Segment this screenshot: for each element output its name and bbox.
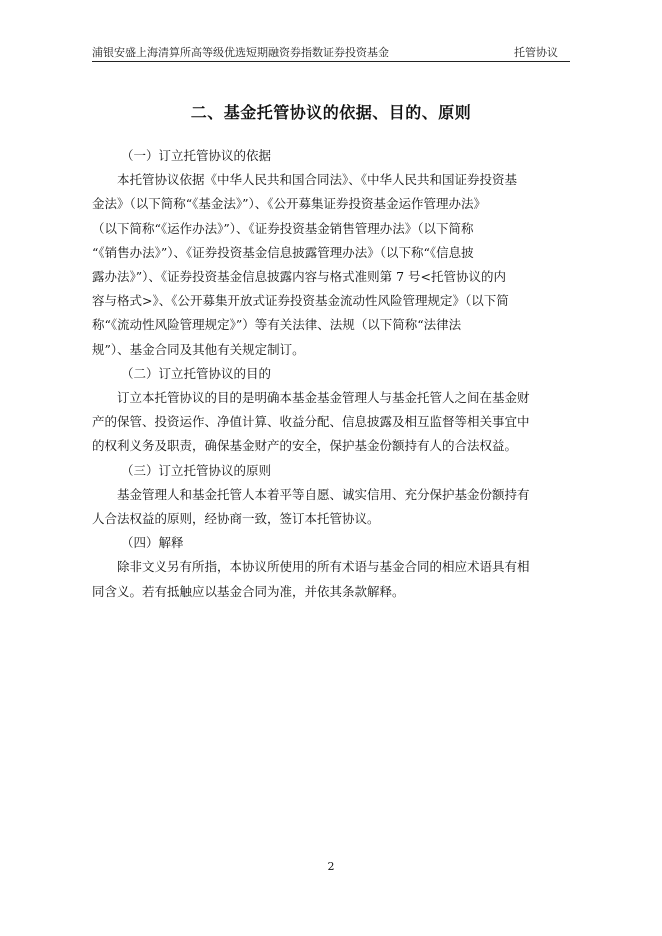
- body-line: 产的保管、投资运作、净值计算、收益分配、信息披露及相互监督等相关事宜中: [92, 414, 530, 430]
- body-line: 的权利义务及职责，确保基金财产的安全，保护基金份额持有人的合法权益。: [92, 438, 518, 454]
- subsection-heading-purpose: （二）订立托管协议的目的: [121, 365, 272, 381]
- body-line: 本托管协议依据《中华人民共和国合同法》、《中华人民共和国证券投资基: [117, 172, 518, 188]
- subsection-heading-interpretation: （四）解释: [121, 535, 184, 551]
- body-line: 金法》（以下简称“《基金法》”）、《公开募集证券投资基金运作管理办法》: [92, 196, 487, 212]
- body-line: 规”）、基金合同及其他有关规定制订。: [92, 341, 305, 357]
- body-line: （以下简称“《运作办法》”）、《证券投资基金销售管理办法》（以下简称: [92, 220, 474, 236]
- body-line: 基金管理人和基金托管人本着平等自愿、诚实信用、充分保护基金份额持有: [117, 486, 530, 502]
- body-line: “《销售办法》”）、《证券投资基金信息披露管理办法》（以下称“《信息披: [92, 244, 474, 260]
- body-line: 同含义。若有抵触应以基金合同为准，并依其条款解释。: [92, 583, 405, 599]
- header-fund-name: 浦银安盛上海清算所高等级优选短期融资券指数证券投资基金: [92, 46, 389, 59]
- body-line: 容与格式>》、《公开募集开放式证券投资基金流动性风险管理规定》（以下简: [92, 293, 509, 309]
- body-line: 人合法权益的原则，经协商一致，签订本托管协议。: [92, 511, 380, 527]
- body-line: 称“《流动性风险管理规定》”）等有关法律、法规（以下简称“法律法: [92, 317, 462, 333]
- body-line: 露办法》”）、《证券投资基金信息披露内容与格式准则第 7 号<托管协议的内: [92, 269, 507, 285]
- section-title: 二、基金托管协议的依据、目的、原则: [190, 103, 472, 122]
- body-line: 订立本托管协议的目的是明确本基金基金管理人与基金托管人之间在基金财: [117, 390, 530, 406]
- header-divider: [92, 61, 570, 62]
- subsection-heading-principles: （三）订立托管协议的原则: [121, 462, 272, 478]
- document-body: [92, 144, 572, 604]
- subsection-heading-basis: （一）订立托管协议的依据: [121, 148, 272, 163]
- page-header: [92, 44, 568, 62]
- body-line: 除非文义另有所指，本协议所使用的所有术语与基金合同的相应术语具有相: [117, 559, 530, 575]
- header-doc-type: 托管协议: [514, 46, 558, 59]
- page-number: 2: [327, 860, 335, 873]
